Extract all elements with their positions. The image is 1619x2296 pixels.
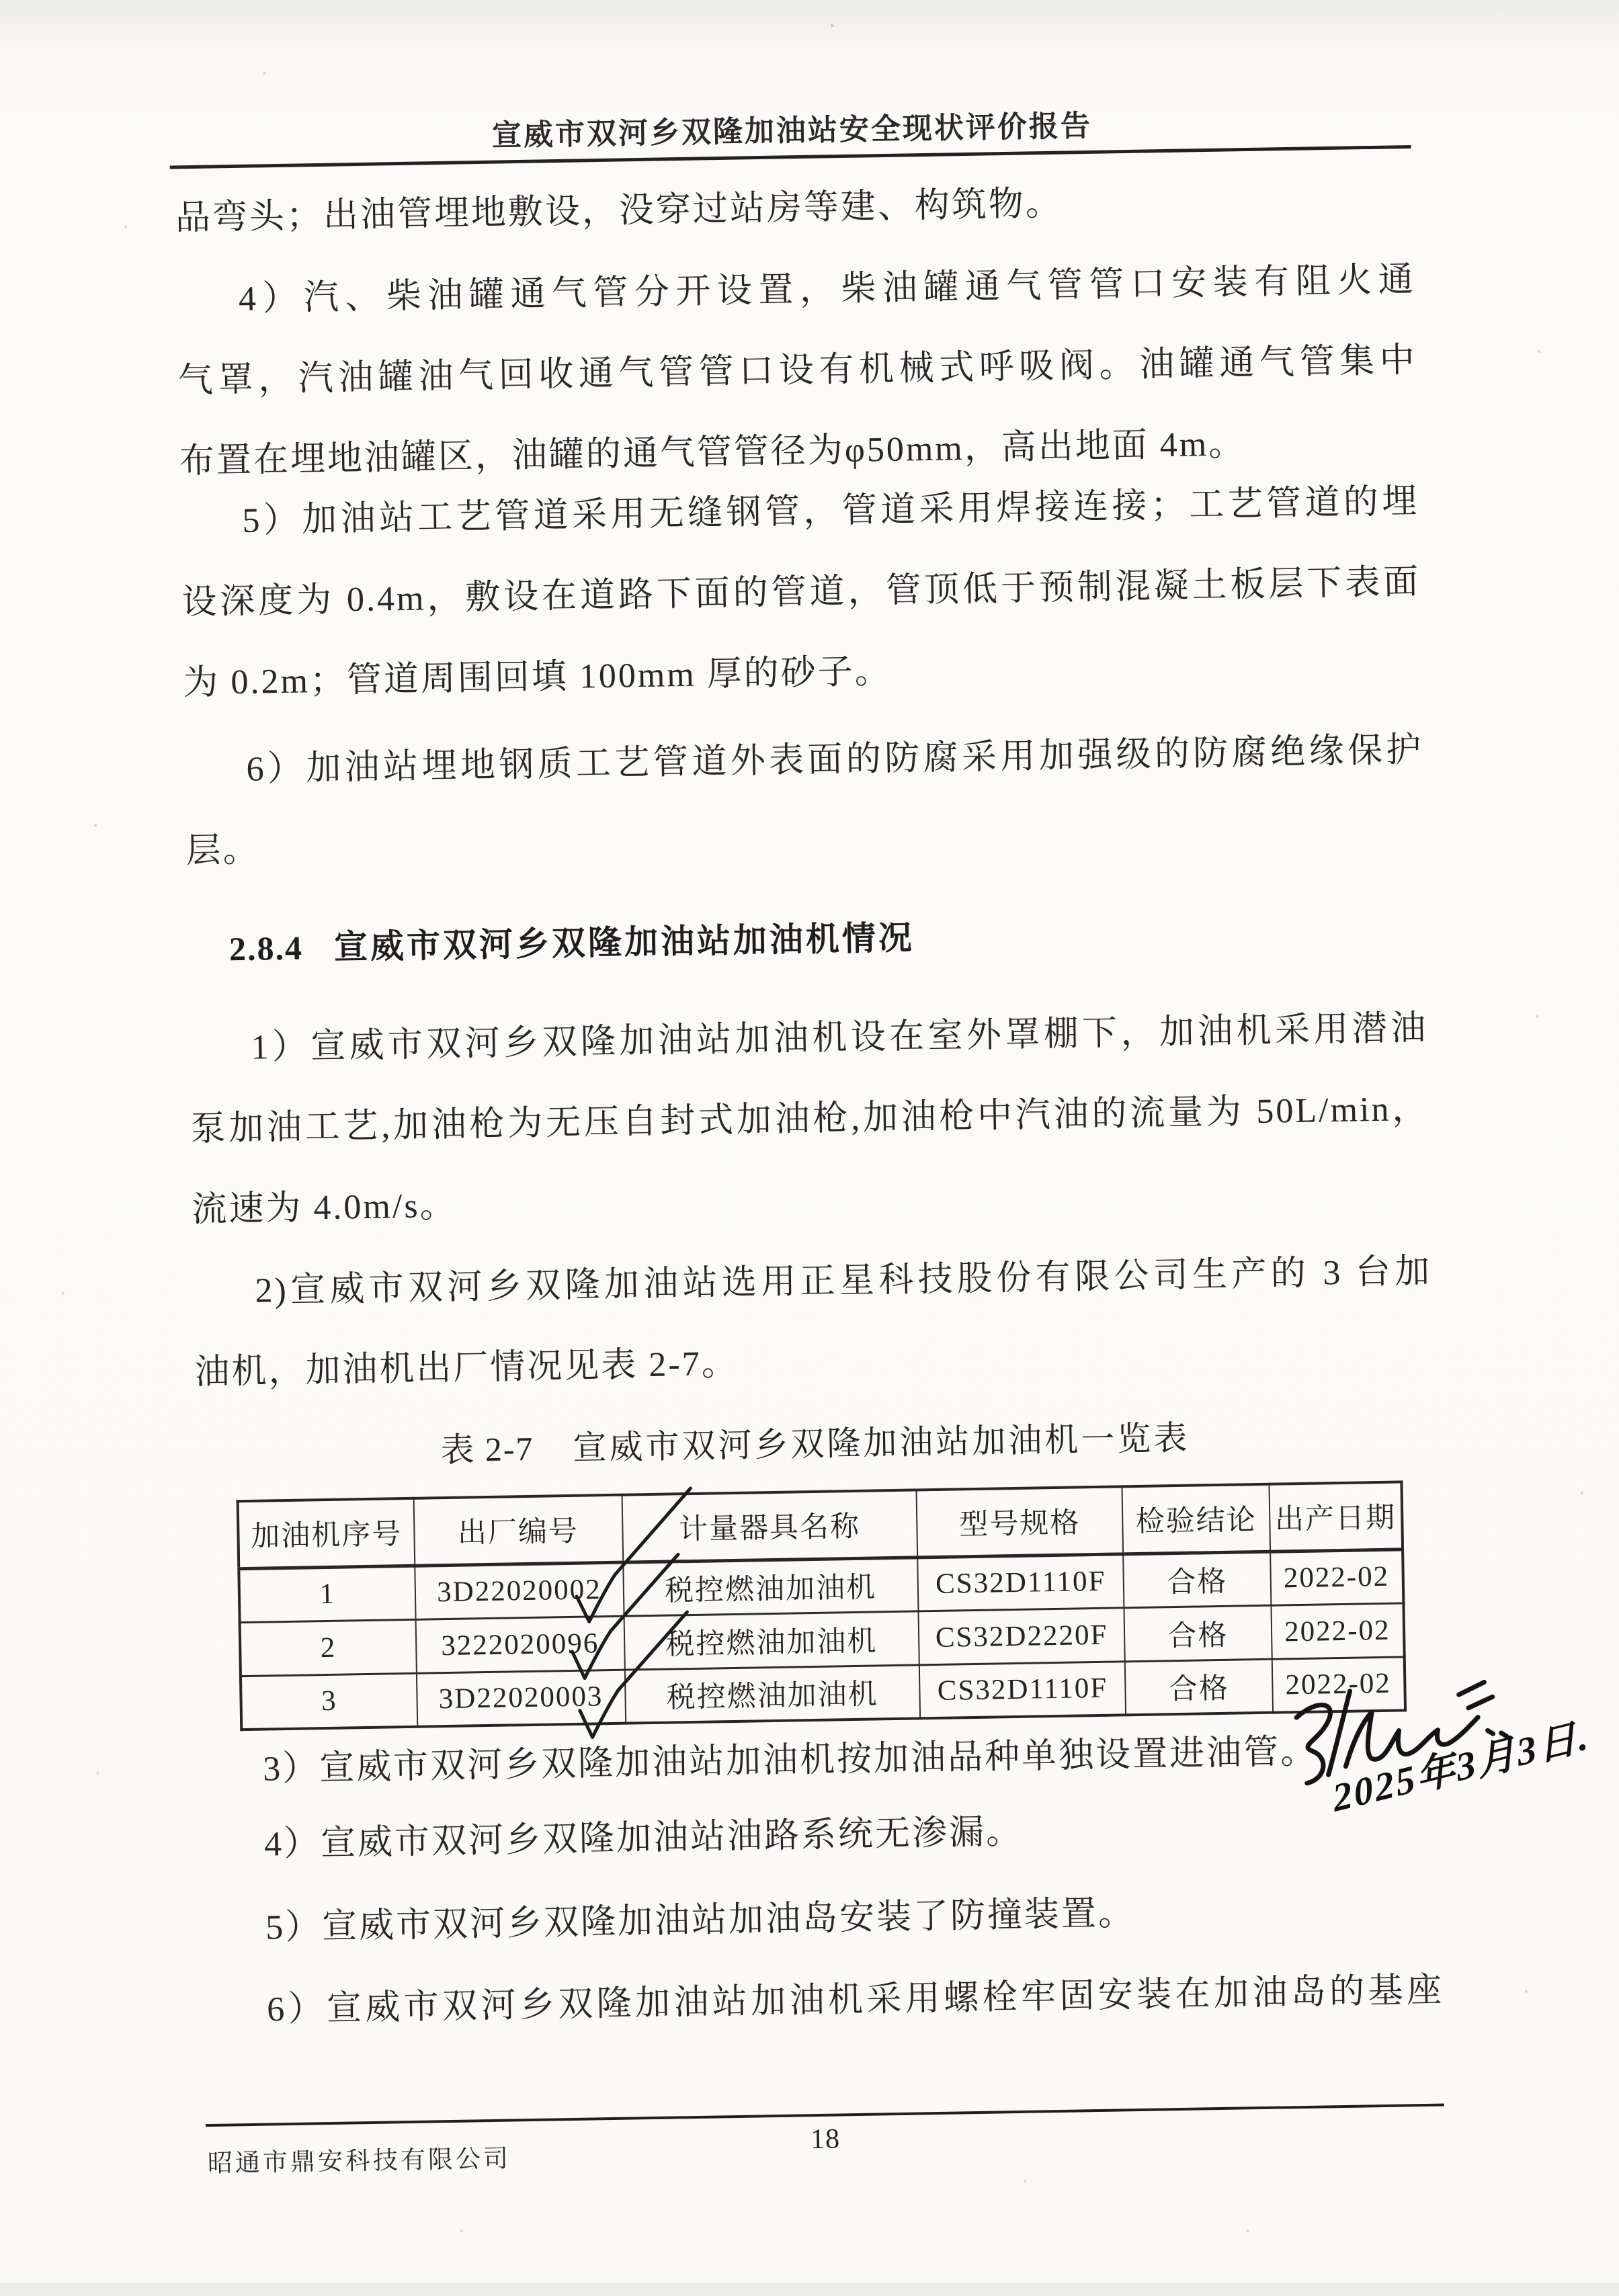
col-header-inspection-result: 检验结论 <box>1122 1484 1270 1554</box>
text-line: 5）加油站工艺管道采用无缝钢管，管道采用焊接连接；工艺管道的埋 <box>241 482 1419 540</box>
cell-production-date: 2022-02 <box>1271 1603 1405 1658</box>
cell-serial-no: 1 <box>239 1566 415 1622</box>
cell-serial-no: 2 <box>240 1619 417 1676</box>
cell-instrument-name: 税控燃油加油机 <box>624 1611 919 1669</box>
cell-inspection-result: 合格 <box>1124 1605 1272 1662</box>
text-line: 2)宣威市双河乡双隆加油站选用正星科技股份有限公司生产的 3 台加 <box>254 1252 1432 1310</box>
cell-instrument-name: 税控燃油加油机 <box>624 1664 919 1723</box>
text-line: 6）加油站埋地钢质工艺管道外表面的防腐采用加强级的防腐绝缘保护 <box>246 730 1423 789</box>
text-line: 4）宣威市双河乡双隆加油站油路系统无渗漏。 <box>263 1812 1024 1864</box>
section-title: 宣威市双河乡双隆加油站加油机情况 <box>333 919 915 966</box>
text-line: 4）汽、柴油罐通气管分开设置，柴油罐通气管管口安装有阻火通 <box>238 260 1416 318</box>
table-caption <box>196 1397 1436 1492</box>
cell-model-spec: CS32D1110F <box>917 1554 1124 1611</box>
text-line: 布置在埋地油罐区，油罐的通气管管径为φ50mm，高出地面 4m。 <box>179 425 1246 481</box>
col-header-instrument-name: 计量器具名称 <box>622 1490 917 1562</box>
text-line: 油机，加油机出厂情况见表 2-7。 <box>194 1344 739 1392</box>
text-line: 3）宣威市双河乡双隆加油站加油机按加油品种单独设置进油管。 <box>262 1732 1318 1789</box>
cell-instrument-name: 税控燃油加油机 <box>623 1557 918 1615</box>
dispenser-table <box>237 1480 1407 1731</box>
cell-production-date: 2022-02 <box>1270 1549 1404 1605</box>
section-heading-2-8-4 <box>187 889 1427 990</box>
cell-factory-no: 3D22020003 <box>416 1670 625 1727</box>
page-number: 18 <box>810 2123 841 2156</box>
footer-company-name: 昭通市鼎安科技有限公司 <box>207 2145 511 2178</box>
text-line: 品弯头；出油管埋地敷设，没穿过站房等建、构筑物。 <box>175 184 1063 238</box>
section-number: 2.8.4 <box>229 929 304 968</box>
text-line: 流速为 4.0m/s。 <box>191 1186 458 1230</box>
cell-production-date: 2022-02 <box>1272 1656 1405 1712</box>
col-header-serial-no: 加油机序号 <box>238 1498 415 1568</box>
cell-inspection-result: 合格 <box>1125 1659 1273 1715</box>
cell-factory-no: 3222020096 <box>415 1616 624 1673</box>
cell-model-spec: CS32D1110F <box>919 1661 1126 1718</box>
running-header-title: 宣威市双河乡双隆加油站安全现状评价报告 <box>491 109 1093 153</box>
text-line: 为 0.2m；管道周围回填 100mm 厚的砂子。 <box>182 652 892 703</box>
paragraph-5 <box>179 462 1422 724</box>
text-line: 5）宣威市双河乡双隆加油站加油岛安装了防撞装置。 <box>265 1894 1136 1947</box>
text-line: 设深度为 0.4m，敷设在道路下面的管道，管顶低于预制混凝土板层下表面 <box>181 562 1421 622</box>
table-caption-title: 宣威市双河乡双隆加油站加油机一览表 <box>573 1418 1190 1467</box>
text-line: 6）宣威市双河乡双隆加油站加油机采用螺栓牢固安装在加油岛的基座 <box>266 1971 1444 2029</box>
col-header-model-spec: 型号规格 <box>916 1486 1123 1557</box>
paragraph-machine-1 <box>188 988 1431 1251</box>
cell-model-spec: CS32D2220F <box>918 1607 1125 1664</box>
paragraph-machine-2 <box>192 1232 1434 1414</box>
table-caption-label: 表 2-7 <box>440 1429 534 1470</box>
cell-inspection-result: 合格 <box>1123 1551 1271 1608</box>
cell-factory-no: 3D22020002 <box>415 1562 624 1619</box>
text-line: 层。 <box>185 831 261 871</box>
col-header-production-date: 出产日期 <box>1269 1482 1403 1551</box>
text-line: 泵加油工艺,加油枪为无压自封式加油枪,加油枪中汽油的流量为 50L/min， <box>190 1089 1429 1149</box>
text-line: 气罩，汽油罐油气回收通气管管口设有机械式呼吸阀。油罐通气管集中 <box>177 341 1417 400</box>
col-header-factory-no: 出厂编号 <box>413 1495 623 1566</box>
text-line: 1）宣威市双河乡双隆加油站加油机设在室外罩棚下，加油机采用潜油 <box>250 1009 1428 1067</box>
paragraph-4 <box>176 240 1419 503</box>
handwritten-date: 2025年3月3日. <box>1329 1713 1592 1821</box>
cell-serial-no: 3 <box>241 1673 417 1730</box>
paragraph-6 <box>184 710 1425 892</box>
